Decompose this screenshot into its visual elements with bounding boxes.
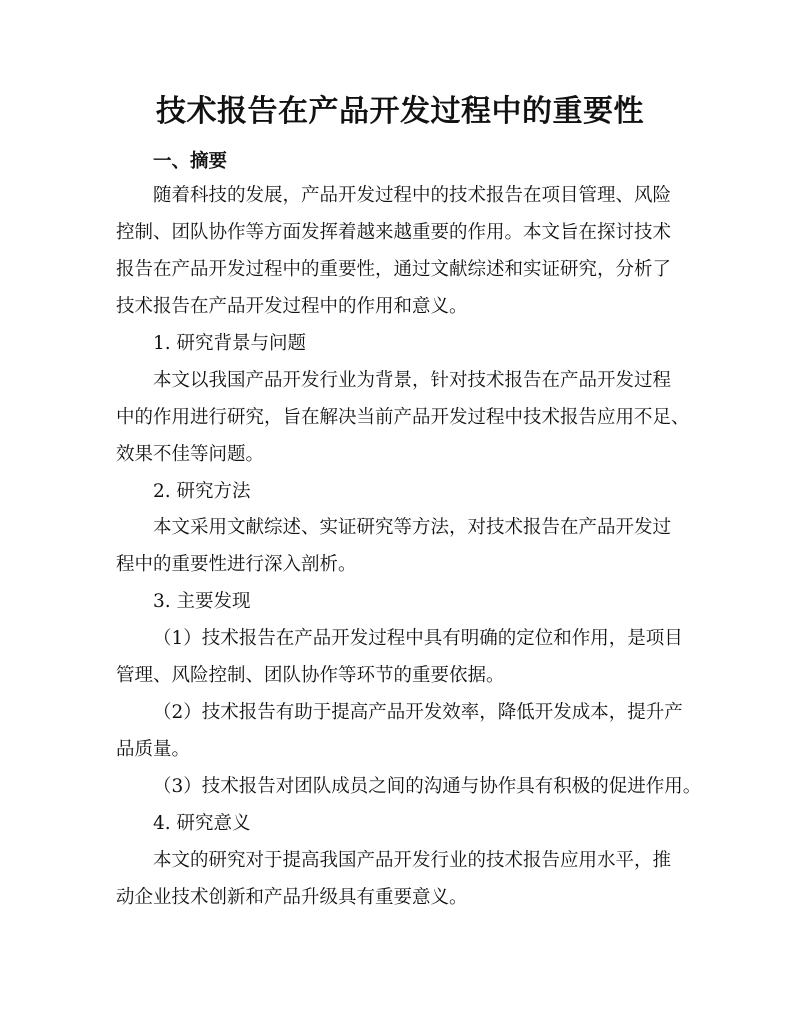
finding1-line: 管理、风险控制、团队协作等环节的重要依据。 — [116, 665, 505, 686]
section4-line: 动企业技术创新和产品升级具有重要意义。 — [116, 887, 468, 908]
section1-line: 本文以我国产品开发行业为背景，针对技术报告在产品开发过程 — [153, 370, 672, 391]
section2-line: 本文采用文献综述、实证研究等方法，对技术报告在产品开发过 — [153, 517, 672, 538]
finding3-line: （3）技术报告对团队成员之间的沟通与协作具有积极的促进作用。 — [153, 776, 702, 797]
abstract-line: 技术报告在产品开发过程中的作用和意义。 — [116, 296, 468, 317]
section3-heading: 3. 主要发现 — [153, 591, 251, 612]
section1-line: 效果不佳等问题。 — [116, 444, 265, 465]
section1-heading: 1. 研究背景与问题 — [153, 333, 307, 354]
finding2-line: （2）技术报告有助于提高产品开发效率，降低开发成本，提升产 — [153, 702, 683, 723]
abstract-heading: 一、摘要 — [153, 151, 228, 172]
section2-line: 程中的重要性进行深入剖析。 — [116, 554, 357, 575]
finding2-line: 品质量。 — [116, 739, 191, 760]
section2-heading: 2. 研究方法 — [153, 481, 251, 502]
section1-line: 中的作用进行研究，旨在解决当前产品开发过程中技术报告应用不足、 — [116, 407, 690, 428]
finding1-line: （1）技术报告在产品开发过程中具有明确的定位和作用，是项目 — [153, 628, 683, 649]
abstract-line: 报告在产品开发过程中的重要性，通过文献综述和实证研究，分析了 — [116, 259, 672, 280]
section4-heading: 4. 研究意义 — [153, 813, 251, 834]
document-title: 技术报告在产品开发过程中的重要性 — [156, 94, 644, 129]
abstract-line: 控制、团队协作等方面发挥着越来越重要的作用。本文旨在探讨技术 — [116, 222, 672, 243]
abstract-line: 随着科技的发展，产品开发过程中的技术报告在项目管理、风险 — [153, 185, 672, 206]
section4-line: 本文的研究对于提高我国产品开发行业的技术报告应用水平，推 — [153, 850, 672, 871]
